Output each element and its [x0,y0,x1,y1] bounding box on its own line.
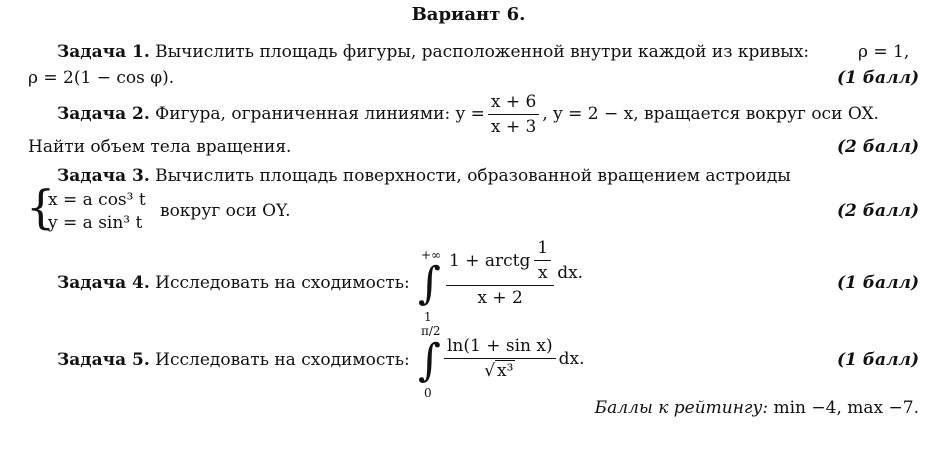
task-3-line-1 [57,166,791,186]
task-3-text: Вычислить площадь поверхности, образованной вращением астроиды [155,166,791,186]
task-1-text: Вычислить площадь фигуры, расположенной внутри каждой из кривых: [155,42,810,62]
task-5-text: Исследовать на сходимость: [155,350,410,370]
task-5-upper-limit: π/2 [421,324,441,338]
task-5-label: Задача 5. [57,350,150,370]
task-4-points: (1 балл) [836,273,919,293]
task-4-fraction-num [446,238,554,286]
task-1-line-1 [57,42,809,62]
task-1-formula-a: ρ = 1, [858,42,910,62]
task-5-fraction-den [444,359,556,381]
task-4-fraction-den: x + 2 [477,288,523,308]
task-4-line [57,273,410,293]
task-4-text: Исследовать на сходимость: [155,273,410,293]
task-1-formula-b: ρ = 2(1 − cos φ). [28,68,175,88]
task-2-y-eq: y = [455,104,485,124]
rating-footer [595,398,919,418]
task-4-integrand [446,238,583,308]
task-2-line-1 [57,92,879,136]
task-5-dx: dx. [558,348,585,369]
task-2-points: (2 балл) [836,137,919,157]
variant-title: Вариант 6. [411,4,526,25]
task-4-integral-sign: ∫ [418,258,441,309]
task-2-fraction [488,92,539,137]
task-3-points: (2 балл) [836,201,919,221]
task-5-fraction-num: ln(1 + sin x) [444,336,556,359]
task-5-fraction [444,336,556,381]
task-2-label: Задача 2. [57,104,150,124]
task-5-integrand [444,336,585,381]
task-5-lower-limit: 0 [424,386,432,400]
task-3-system-x: x = a cos³ t [48,190,146,210]
task-4-num-expr: 1 + arctg [449,250,531,271]
task-4-inner-fraction [534,238,551,283]
task-4-inner-num: 1 [534,238,551,261]
task-5-points: (1 балл) [836,350,919,370]
task-5-line [57,350,410,370]
task-5-integral-sign: ∫ [418,335,441,386]
task-4-lower-limit: 1 [424,310,432,324]
task-4-dx: dx. [557,263,584,283]
rating-footer-label: Баллы к рейтингу: [594,398,769,418]
task-3-label: Задача 3. [57,166,150,186]
task-1-label: Задача 1. [57,42,150,62]
task-4-fraction [446,238,554,308]
task-2-tail: , y = 2 − x, вращается вокруг оси OX. [542,104,879,124]
task-2-text: Фигура, ограниченная линиями: [155,104,451,124]
task-1-points: (1 балл) [836,68,919,88]
task-2-line-2: Найти объем тела вращения. [28,137,292,157]
task-5-sqrt: √ x³ [484,361,514,381]
task-4-inner-den: x [537,263,548,283]
rating-footer-value: min −4, max −7. [773,398,919,418]
task-3-around: вокруг оси OY. [160,201,291,221]
task-3-brace: { [26,180,56,234]
task-4-label: Задача 4. [57,273,150,293]
task-2-fraction-den: x + 3 [490,116,537,137]
task-3-system-y: y = a sin³ t [48,213,143,233]
task-2-fraction-num: x + 6 [488,92,539,115]
task-5-radicand: x³ [497,361,514,381]
task-4-upper-limit: +∞ [421,248,442,262]
